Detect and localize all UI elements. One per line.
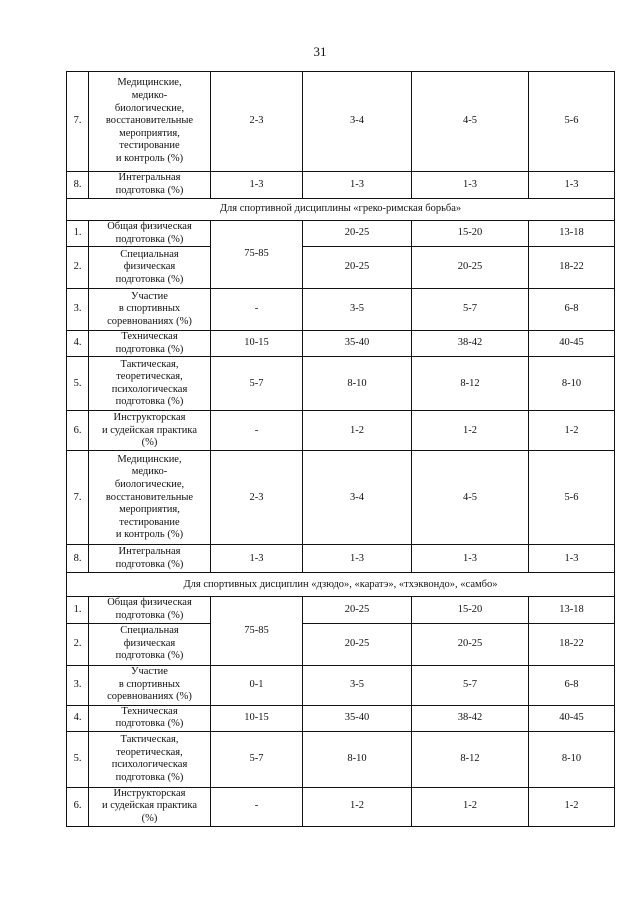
row-name-line: подготовка (%) <box>115 343 184 355</box>
row-name <box>89 623 211 665</box>
value-stage-3: 20-25 <box>412 247 529 289</box>
row-name-line: медико- <box>131 466 168 478</box>
row-name-line: соревнованиях (%) <box>107 691 192 703</box>
table-row <box>67 451 615 545</box>
row-name-line: Медицинские, <box>117 453 182 465</box>
value-stage-4: 5-6 <box>529 451 615 545</box>
value-stage-3: 8-12 <box>412 357 529 411</box>
row-name <box>89 705 211 731</box>
row-name-line: физическая <box>123 637 176 649</box>
value-stage-4: 1-2 <box>529 787 615 826</box>
row-name-line: подготовка (%) <box>115 396 184 408</box>
value-stage-1: 5-7 <box>211 731 303 787</box>
row-name-line: соревнованиях (%) <box>107 315 192 327</box>
value-stage-4: 40-45 <box>529 331 615 357</box>
row-number: 8. <box>67 172 89 199</box>
row-name-line: (%) <box>141 437 158 449</box>
value-stage-3: 15-20 <box>412 597 529 623</box>
row-name-line: Тактическая, <box>120 358 179 370</box>
value-stage-2: 20-25 <box>303 221 412 247</box>
row-name-line: теоретическая, <box>116 371 183 383</box>
row-name-line: Интегральная <box>118 546 181 558</box>
value-stage-3: 5-7 <box>412 289 529 331</box>
row-name-line: Участие <box>131 666 168 678</box>
value-stage-4: 8-10 <box>529 357 615 411</box>
section-heading: Для спортивных дисциплин «дзюдо», «каратэ», «тхэквондо», «самбо» <box>67 573 615 597</box>
row-number: 3. <box>67 289 89 331</box>
value-stage-3: 1-3 <box>412 545 529 573</box>
value-stage-2: 1-3 <box>303 172 412 199</box>
value-stage-2: 35-40 <box>303 705 412 731</box>
row-name-line: и судейская практика <box>102 424 197 436</box>
row-name <box>89 221 211 247</box>
value-stage-4: 6-8 <box>529 665 615 705</box>
value-stage-4: 40-45 <box>529 705 615 731</box>
row-name <box>89 357 211 411</box>
value-stage-1: - <box>211 411 303 451</box>
value-stage-1: 2-3 <box>211 72 303 172</box>
table-row <box>67 787 615 826</box>
value-stage-1: 1-3 <box>211 545 303 573</box>
row-name-line: и контроль (%) <box>115 529 184 541</box>
value-stage-3: 1-2 <box>412 411 529 451</box>
row-number: 3. <box>67 665 89 705</box>
row-name-line: подготовка (%) <box>115 185 184 196</box>
row-name-line: Тактическая, <box>120 734 179 746</box>
row-name-line: подготовка (%) <box>115 558 184 570</box>
value-stage-4: 18-22 <box>529 623 615 665</box>
value-stage-1: - <box>211 289 303 331</box>
row-name <box>89 545 211 573</box>
value-stage-4: 1-3 <box>529 172 615 199</box>
value-stage-1: 5-7 <box>211 357 303 411</box>
value-stage-4: 1-2 <box>529 411 615 451</box>
row-number: 8. <box>67 545 89 573</box>
row-name-line: подготовка (%) <box>115 650 184 662</box>
row-name-line: мероприятия, <box>119 504 180 516</box>
row-name-line: Общая физическая <box>107 597 192 609</box>
table-row <box>67 623 615 665</box>
row-name <box>89 731 211 787</box>
table-row <box>67 247 615 289</box>
value-stage-4: 13-18 <box>529 597 615 623</box>
value-stage-2: 3-4 <box>303 72 412 172</box>
value-stage-3: 8-12 <box>412 731 529 787</box>
table-row <box>67 72 615 172</box>
row-name-line: Участие <box>131 290 168 302</box>
row-name-line: восстановительные <box>105 115 194 127</box>
row-number: 2. <box>67 247 89 289</box>
row-name-line: (%) <box>141 812 158 824</box>
table-row <box>67 545 615 573</box>
row-number: 2. <box>67 623 89 665</box>
row-name <box>89 289 211 331</box>
row-name-line: Интегральная <box>118 172 181 184</box>
value-stage-1: - <box>211 787 303 826</box>
table-row <box>67 597 615 623</box>
row-number: 6. <box>67 787 89 826</box>
value-stage-3: 5-7 <box>412 665 529 705</box>
value-stage-3: 4-5 <box>412 72 529 172</box>
row-name <box>89 172 211 199</box>
row-name <box>89 665 211 705</box>
value-stage-1: 75-85 <box>211 597 303 665</box>
row-number: 4. <box>67 331 89 357</box>
row-name-line: тестирование <box>119 516 180 528</box>
row-name-line: медико- <box>131 90 168 102</box>
row-name-line: Медицинские, <box>117 77 182 89</box>
row-number: 5. <box>67 357 89 411</box>
value-stage-2: 20-25 <box>303 247 412 289</box>
row-name-line: Специальная <box>120 625 179 637</box>
row-name-line: психологическая <box>111 383 188 395</box>
row-name-line: психологическая <box>111 759 188 771</box>
row-name-line: подготовка (%) <box>115 718 184 730</box>
value-stage-3: 1-2 <box>412 787 529 826</box>
row-number: 4. <box>67 705 89 731</box>
row-name-line: мероприятия, <box>119 127 180 139</box>
row-name-line: биологические, <box>114 478 185 490</box>
row-name-line: тестирование <box>119 140 180 152</box>
value-stage-2: 8-10 <box>303 731 412 787</box>
value-stage-1: 10-15 <box>211 705 303 731</box>
row-name-line: Инструкторская <box>113 787 186 799</box>
row-name-line: в спортивных <box>118 303 181 315</box>
table-row <box>67 411 615 451</box>
row-name-line: биологические, <box>114 102 185 114</box>
row-number: 7. <box>67 451 89 545</box>
value-stage-3: 20-25 <box>412 623 529 665</box>
table-row <box>67 289 615 331</box>
row-name-line: и судейская практика <box>102 800 197 812</box>
row-name-line: подготовка (%) <box>115 609 184 621</box>
row-name-line: и контроль (%) <box>115 152 184 164</box>
table-body <box>67 72 615 827</box>
row-name-line: в спортивных <box>118 678 181 690</box>
row-number: 5. <box>67 731 89 787</box>
value-stage-1: 10-15 <box>211 331 303 357</box>
row-name-line: подготовка (%) <box>115 273 184 285</box>
value-stage-4: 5-6 <box>529 72 615 172</box>
value-stage-1: 75-85 <box>211 221 303 289</box>
row-name-line: физическая <box>123 261 176 273</box>
value-stage-4: 6-8 <box>529 289 615 331</box>
value-stage-2: 3-5 <box>303 289 412 331</box>
value-stage-2: 20-25 <box>303 597 412 623</box>
value-stage-1: 2-3 <box>211 451 303 545</box>
value-stage-1: 0-1 <box>211 665 303 705</box>
value-stage-1: 1-3 <box>211 172 303 199</box>
row-name-line: Специальная <box>120 248 179 260</box>
row-number: 1. <box>67 597 89 623</box>
row-name <box>89 787 211 826</box>
value-stage-4: 1-3 <box>529 545 615 573</box>
section-heading: Для спортивной дисциплины «греко-римская борьба» <box>67 199 615 221</box>
row-name <box>89 411 211 451</box>
row-name-line: Техническая <box>121 705 178 717</box>
row-number: 6. <box>67 411 89 451</box>
value-stage-3: 4-5 <box>412 451 529 545</box>
table-row <box>67 731 615 787</box>
table-row <box>67 172 615 199</box>
table-row <box>67 705 615 731</box>
page-number: 31 <box>313 44 327 59</box>
row-name-line: Общая физическая <box>107 221 192 232</box>
row-name <box>89 247 211 289</box>
row-name-line: Инструкторская <box>113 411 186 423</box>
row-name-line: подготовка (%) <box>115 771 184 783</box>
value-stage-2: 35-40 <box>303 331 412 357</box>
row-number: 7. <box>67 72 89 172</box>
value-stage-4: 18-22 <box>529 247 615 289</box>
value-stage-2: 3-4 <box>303 451 412 545</box>
value-stage-2: 1-2 <box>303 411 412 451</box>
training-ratio-table <box>66 71 615 827</box>
value-stage-3: 15-20 <box>412 221 529 247</box>
value-stage-3: 38-42 <box>412 705 529 731</box>
row-name <box>89 451 211 545</box>
value-stage-2: 8-10 <box>303 357 412 411</box>
table-row <box>67 221 615 247</box>
section-heading-row <box>67 573 615 597</box>
value-stage-2: 20-25 <box>303 623 412 665</box>
row-number: 1. <box>67 221 89 247</box>
section-heading-row <box>67 199 615 221</box>
table-row <box>67 331 615 357</box>
value-stage-2: 3-5 <box>303 665 412 705</box>
row-name-line: Техническая <box>121 331 178 343</box>
row-name-line: подготовка (%) <box>115 233 184 245</box>
value-stage-3: 1-3 <box>412 172 529 199</box>
table-row <box>67 665 615 705</box>
row-name <box>89 72 211 172</box>
table-row <box>67 357 615 411</box>
value-stage-2: 1-3 <box>303 545 412 573</box>
row-name <box>89 331 211 357</box>
value-stage-2: 1-2 <box>303 787 412 826</box>
value-stage-3: 38-42 <box>412 331 529 357</box>
row-name-line: восстановительные <box>105 491 194 503</box>
row-name <box>89 597 211 623</box>
row-name-line: теоретическая, <box>116 746 183 758</box>
value-stage-4: 13-18 <box>529 221 615 247</box>
value-stage-4: 8-10 <box>529 731 615 787</box>
